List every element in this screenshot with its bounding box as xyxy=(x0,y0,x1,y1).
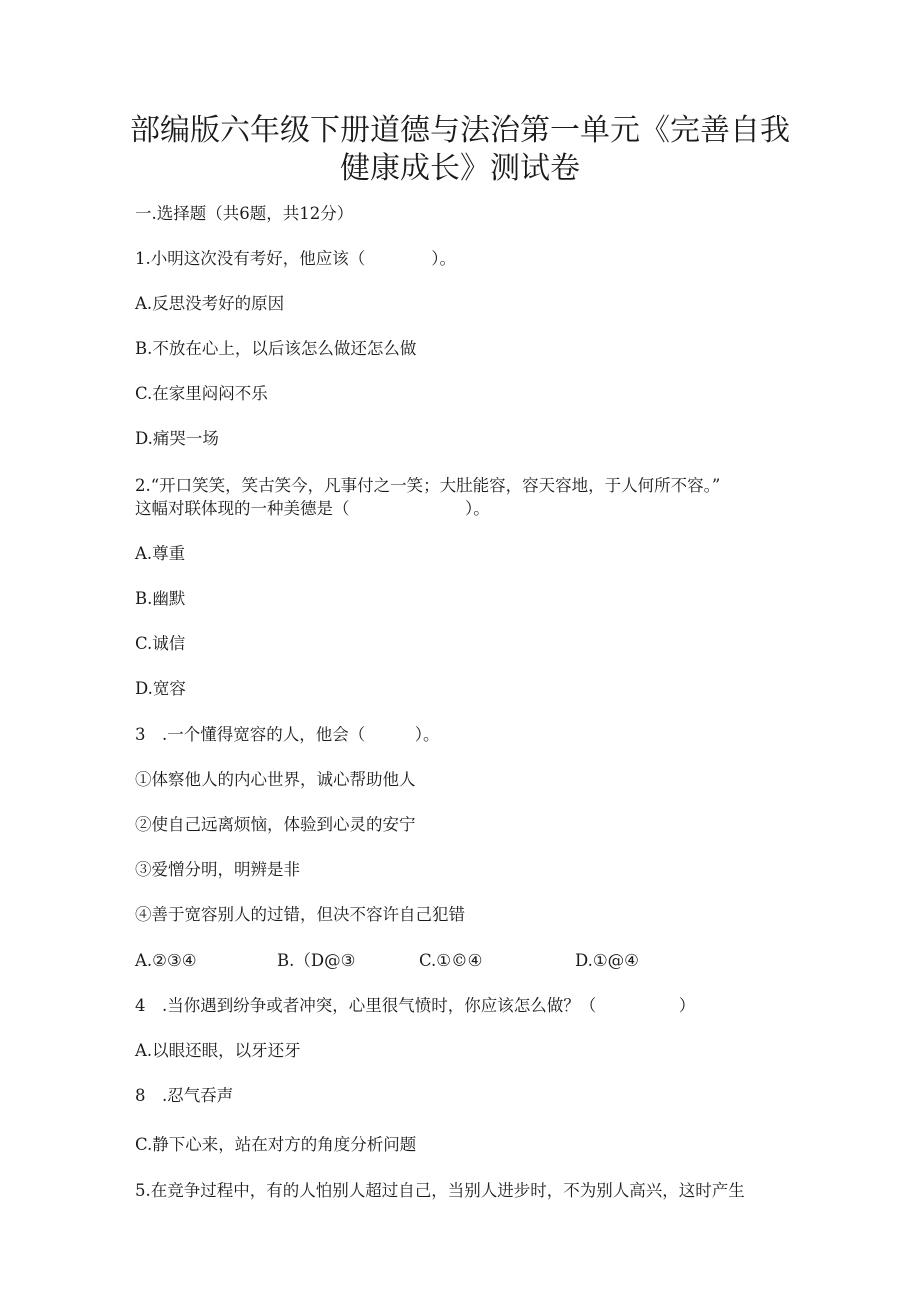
question-2-option-a: A.尊重 xyxy=(135,544,186,563)
question-3-option-b: B.（D@③ xyxy=(277,951,356,970)
question-4-stem: 4 .当你遇到纷争或者冲突，心里很气愤时，你应该怎么做？（ ） xyxy=(135,996,696,1015)
question-1-option-d: D.痛哭一场 xyxy=(135,429,219,448)
question-4-option-b: 8 .忍气吞声 xyxy=(135,1086,234,1105)
question-2-stem-line-1: 2.“开口笑笑，笑古笑今，凡事付之一笑；大肚能容，容天容地，于人何所不容。” xyxy=(135,476,721,495)
question-1-option-c: C.在家里闷闷不乐 xyxy=(135,384,268,403)
question-5-stem: 5.在竞争过程中，有的人怕别人超过自己，当别人进步时，不为别人高兴，这时产生 xyxy=(135,1181,745,1200)
question-2-option-b: B.幽默 xyxy=(135,589,186,608)
question-2-option-c: C.诚信 xyxy=(135,634,186,653)
question-2-option-d: D.宽容 xyxy=(135,679,186,698)
page-title-line-2: 健康成长》测试卷 xyxy=(340,151,580,186)
question-3-option-a: A.②③④ xyxy=(135,951,197,970)
page-title-line-1: 部编版六年级下册道德与法治第一单元《完善自我 xyxy=(130,113,790,148)
question-3-statement-3: ③爱憎分明，明辨是非 xyxy=(135,860,300,879)
question-1-stem: 1.小明这次没有考好，他应该（ ）。 xyxy=(135,249,456,268)
question-4-option-c: C.静下心来，站在对方的角度分析问题 xyxy=(135,1135,417,1154)
section-heading: 一.选择题（共6题，共12分） xyxy=(135,204,354,223)
question-3-statement-1: ①体察他人的内心世界，诚心帮助他人 xyxy=(135,770,416,789)
question-3-option-c: C.①©④ xyxy=(419,951,483,970)
question-3-statement-4: ④善于宽容别人的过错，但决不容许自己犯错 xyxy=(135,905,465,924)
question-4-option-a: A.以眼还眼，以牙还牙 xyxy=(135,1041,301,1060)
question-3-option-d: D.①@④ xyxy=(575,951,639,970)
question-3-options xyxy=(135,950,695,972)
question-3-statement-2: ②使自己远离烦恼，体验到心灵的安宁 xyxy=(135,815,416,834)
question-1-option-a: A.反思没考好的原因 xyxy=(135,294,285,313)
question-3-stem: 3 .一个懂得宽容的人，他会（ ）。 xyxy=(135,725,440,744)
question-1-option-b: B.不放在心上，以后该怎么做还怎么做 xyxy=(135,339,417,358)
question-2-stem-line-2: 这幅对联体现的一种美德是（ ）。 xyxy=(135,499,490,518)
